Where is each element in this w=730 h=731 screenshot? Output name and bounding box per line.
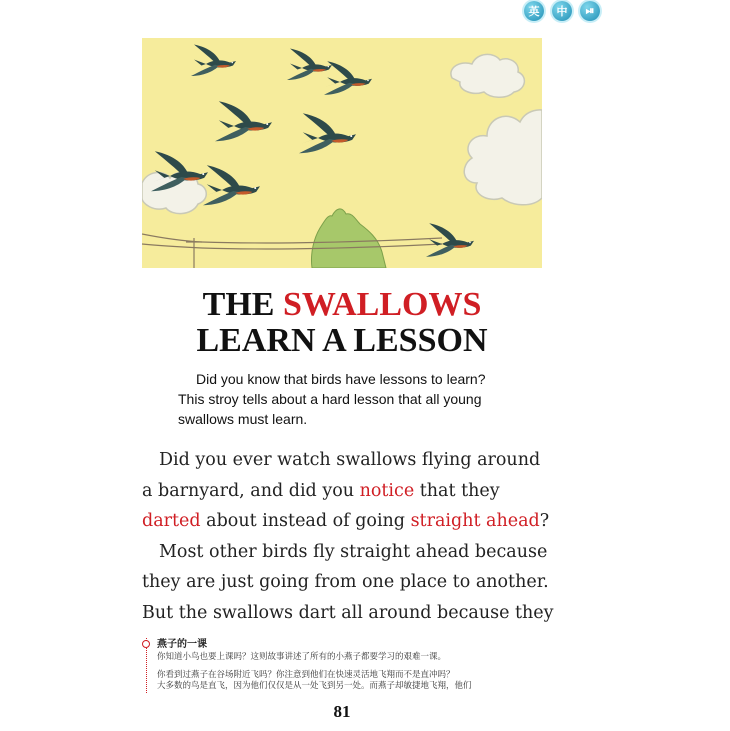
swallows-illustration xyxy=(142,38,542,268)
play-pause-button[interactable] xyxy=(580,1,600,21)
play-pause-icon: ⏯ xyxy=(585,4,595,17)
intro-paragraph xyxy=(178,369,518,429)
title-the: THE xyxy=(202,286,283,323)
translation-line-1: 你知道小鸟也要上课吗？这则故事讲述了所有的小燕子都要学习的艰难一课。 xyxy=(157,652,447,662)
story-line-1: Did you ever watch swallows flying around xyxy=(159,450,541,470)
chinese-audio-button[interactable] xyxy=(552,1,572,21)
vocab-notice[interactable]: notice xyxy=(359,480,415,501)
story-title xyxy=(142,287,542,359)
story-text-fragment: about instead of going xyxy=(200,511,411,531)
story-line-5: they are just going from one place to another. xyxy=(142,572,549,592)
title-line-2: LEARN A LESSON xyxy=(196,322,488,359)
page-number: 81 xyxy=(333,702,351,721)
audio-toolbar xyxy=(524,1,600,21)
story-line-6: But the swallows dart all around because they xyxy=(142,602,554,623)
chinese-label: 中 xyxy=(556,5,568,18)
story-text-fragment: that they xyxy=(414,480,500,501)
story-line-3 xyxy=(142,506,550,537)
story-line-4: Most other birds fly straight ahead because xyxy=(159,541,548,562)
vocab-darted[interactable]: darted xyxy=(142,511,201,531)
translation-title: 燕子的一课 xyxy=(157,639,207,650)
title-swallows: SWALLOWS xyxy=(282,286,482,323)
illustration-svg xyxy=(142,38,542,268)
story-line-2 xyxy=(142,476,542,507)
story-text-fragment: ? xyxy=(539,511,550,531)
story-text xyxy=(142,445,554,628)
intro-line-1: Did you know that birds have lessons to learn? xyxy=(196,371,486,387)
translation-line-3: 大多数的鸟是直飞，因为他们仅仅是从一处飞到另一处。而燕子却敏捷地飞翔，他们 xyxy=(157,681,472,691)
translation-line-2: 你看到过燕子在谷场附近飞吗？你注意到他们在快速灵活地飞翔而不是直冲吗？ xyxy=(157,669,455,680)
marker-icon xyxy=(142,640,150,648)
vocab-straight-ahead[interactable]: straight ahead xyxy=(410,511,540,531)
chinese-translation xyxy=(146,638,557,693)
english-label: 英 xyxy=(528,5,540,18)
intro-line-2: This stroy tells about a hard lesson that all young xyxy=(178,391,482,407)
intro-line-3: swallows must learn. xyxy=(178,411,308,427)
story-text-fragment: a barnyard, and did you xyxy=(142,480,360,501)
title-line-1 xyxy=(142,287,542,323)
english-audio-button[interactable] xyxy=(524,1,544,21)
